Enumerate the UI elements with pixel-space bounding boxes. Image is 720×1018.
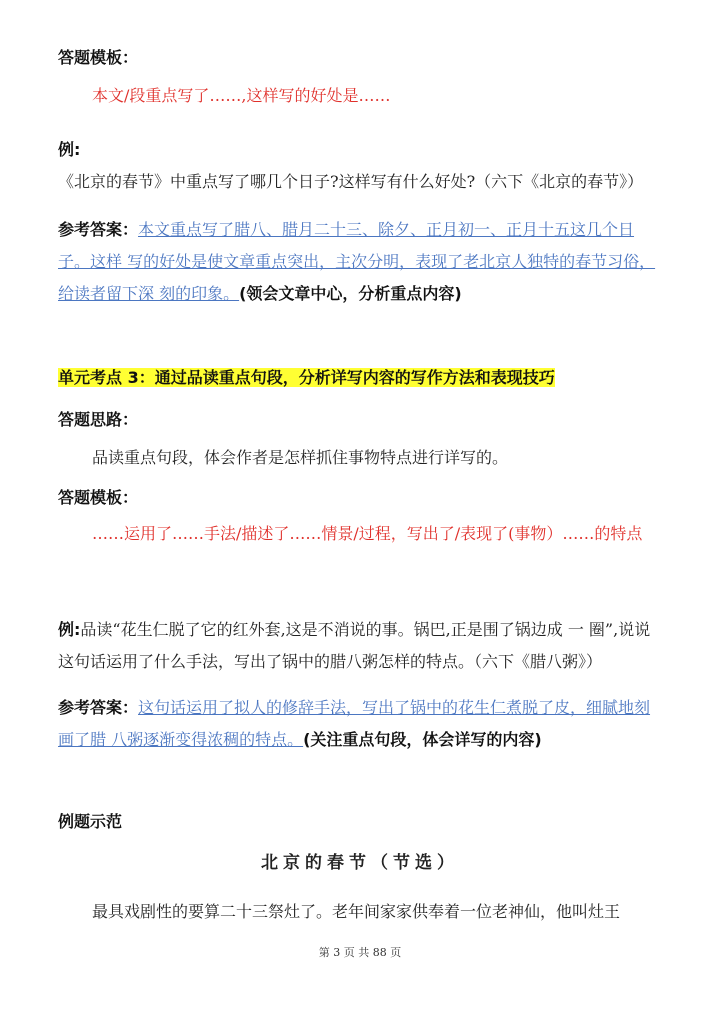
section-heading-3 [58, 362, 658, 394]
idea-label: 答题思路： [58, 410, 139, 429]
template-label-2: 答题模板： [58, 488, 139, 507]
answer-note-1: (领会文章中心，分析重点内容) [239, 284, 462, 303]
example-label-2: 例: [58, 620, 81, 639]
example-section-label: 例题示范 [58, 812, 123, 831]
passage-title: 北京的春节（节选） [261, 853, 459, 873]
example-text-1: 《北京的春节》中重点写了哪几个日子?这样写有什么好处?（六下《北京的春节》） [58, 172, 644, 191]
answer-1 [58, 214, 658, 310]
idea-text: 品读重点句段，体会作者是怎样抓住事物特点进行详写的。 [92, 448, 509, 467]
template-label-1: 答题模板： [58, 48, 139, 67]
answer-note-2: (关注重点句段，体会详写的内容) [303, 730, 542, 749]
example-label-1: 例: [58, 140, 81, 159]
heading-highlight: 单元考点 3：通过品读重点句段，分析详写内容的写作方法和表现技巧 [58, 368, 555, 387]
template-text-1: 本文/段重点写了……,这样写的好处是…… [92, 86, 391, 105]
answer-text-2: 这句话运用了拟人的修辞手法，写出了锅中的花生仁煮脱了皮，细腻地刻画了腊 八粥逐渐变得浓稠的特点。 [58, 698, 651, 749]
answer-2 [58, 692, 658, 756]
template-text-2: ……运用了……手法/描述了……情景/过程，写出了/表现了(事物）……的特点 [92, 524, 643, 543]
example-text-2: 品读“花生仁脱了它的红外套,这是不消说的事。锅巴,正是围了锅边成 一 圈”,说说这句话运用了什么手法，写出了锅中的腊八粥怎样的特点。（六下《腊八粥》） [58, 620, 651, 671]
answer-text-1: 本文重点写了腊八、腊月二十三、除夕、正月初一、正月十五这几个日子。这样 写的好处是使文章重点突出，主次分明，表现了老北京人独特的春节习俗，给读者留下深 刻的印象。 [58, 220, 656, 303]
page-footer: 第 3 页 共 88 页 [318, 946, 402, 959]
passage-body: 最具戏剧性的要算二十三祭灶了。老年间家家供奉着一位老神仙，他叫灶王 [92, 902, 621, 921]
answer-label-1: 参考答案： [58, 220, 139, 239]
answer-label-2: 参考答案： [58, 698, 139, 717]
example-1 [58, 134, 658, 198]
example-2 [58, 614, 658, 678]
